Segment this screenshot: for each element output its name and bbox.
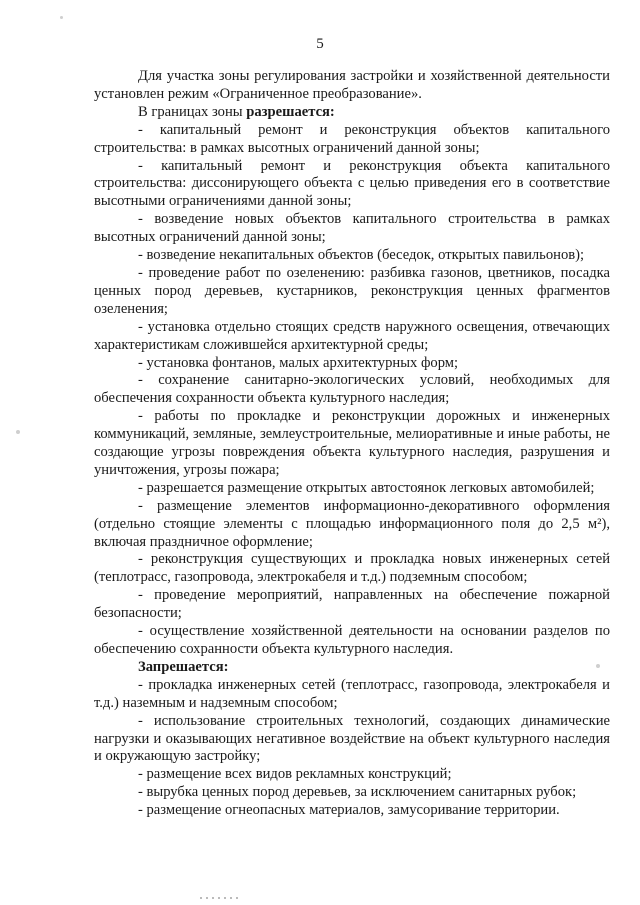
- prohibited-item: - размещение огнеопасных материалов, замусоривание территории.: [138, 802, 560, 819]
- prohibited-heading: Запрешается:: [138, 658, 229, 675]
- prohibited-item: - вырубка ценных пород деревьев, за исключением санитарных рубок;: [138, 784, 577, 801]
- permitted-item: - проведение работ по озеленению: разбивка газонов, цветников, посадка ценных пород деревьев, кустарников, реконструкция ценных фрагментов озеленения;: [94, 264, 610, 317]
- permitted-item: - реконструкция существующих и прокладка новых инженерных сетей (теплотрасс, газопровода, электрокабеля и т.д.) подземным способом;: [94, 551, 610, 586]
- scan-speck: [16, 430, 20, 434]
- scan-speck: [60, 16, 63, 19]
- scan-dots: [200, 897, 240, 899]
- page-number: 5: [316, 36, 324, 52]
- prohibited-heading-line: [94, 659, 610, 677]
- prohibited-item: - использование строительных технологий, создающих динамические нагрузки и оказывающих негативное воздействие на объект культурного наследия и окружающую застройку;: [94, 712, 610, 765]
- permitted-item: - проведение мероприятий, направленных на обеспечение пожарной безопасности;: [94, 587, 610, 622]
- permitted-item: - возведение новых объектов капитального строительства в рамках высотных ограничений данной зоны;: [94, 211, 610, 246]
- permitted-item: - работы по прокладке и реконструкции дорожных и инженерных коммуникаций, земляные, землеустроительные, мелиоративные и иные работы, не создающие угрозы повреждения объекта культурного наследия, разрушения и уничтожения, угрозы пожара;: [94, 408, 610, 478]
- permitted-item: - установка отдельно стоящих средств наружного освещения, отвечающих характеристикам сложившейся архитектурной среды;: [94, 318, 610, 353]
- permitted-item: - размещение элементов информационно-декоративного оформления (отдельно стоящие элементы с площадью информационного поля до 2,5 м²), включая праздничное оформление;: [94, 497, 610, 550]
- permitted-heading-line: [94, 104, 610, 122]
- permitted-item: - капитальный ремонт и реконструкция объекта капитального строительства: диссонирующего объекта с целью приведения его в соответствие высотными ограничениями данной зоны;: [94, 157, 610, 210]
- permitted-item: - установка фонтанов, малых архитектурных форм;: [138, 354, 459, 371]
- permitted-heading: разрешается:: [246, 103, 335, 120]
- permitted-item: - разрешается размещение открытых автостоянок легковых автомобилей;: [138, 479, 595, 496]
- permitted-item: - капитальный ремонт и реконструкция объектов капитального строительства: в рамках высотных ограничений данной зоны;: [94, 121, 610, 156]
- prohibited-item: - размещение всех видов рекламных конструкций;: [138, 766, 452, 783]
- permitted-item: - осуществление хозяйственной деятельности на основании разделов по обеспечению сохранности объекта культурного наследия.: [94, 623, 610, 657]
- prohibited-item: - прокладка инженерных сетей (теплотрасс, газопровода, электрокабеля и т.д.) наземным и надземным способом;: [94, 676, 610, 711]
- permitted-item: - сохранение санитарно-экологических условий, необходимых для обеспечения сохранности объекта культурного наследия;: [94, 372, 610, 407]
- permitted-item: - возведение некапитальных объектов (беседок, открытых павильонов);: [138, 247, 585, 264]
- document-body: [94, 68, 610, 820]
- intro-paragraph: Для участка зоны регулирования застройки и хозяйственной деятельности установлен режим «Ограниченное преобразование».: [94, 68, 610, 102]
- permitted-lead: В границах зоны: [138, 103, 247, 120]
